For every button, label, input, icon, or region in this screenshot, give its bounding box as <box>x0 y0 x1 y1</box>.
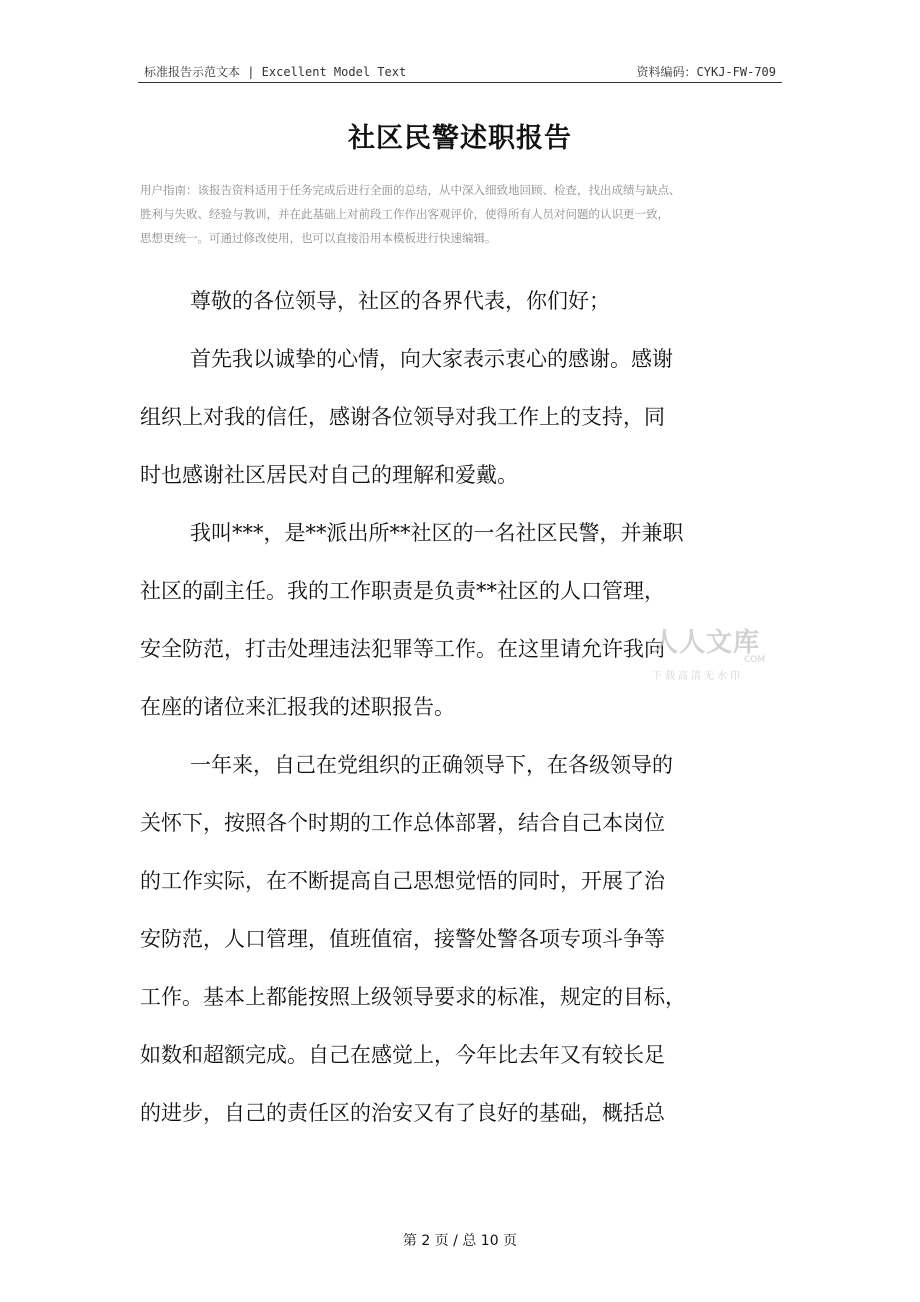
body-line: 组织上对我的信任，感谢各位领导对我工作上的支持，同 <box>140 405 665 429</box>
guide-line: 用户指南：该报告资料适用于任务完成后进行全面的总结，从中深入细致地回顾、检查，找出成绩与缺点、 <box>140 183 681 197</box>
watermark-subtitle: 下载高清无水印 <box>652 671 743 682</box>
body-line: 我叫***，是**派出所**社区的一名社区民警，并兼职 <box>190 521 684 545</box>
watermark-title: 人人文库 <box>652 628 761 658</box>
body-line: 工作。基本上都能按照上级领导要求的标准，规定的目标， <box>140 985 686 1009</box>
document-title: 社区民警述职报告 <box>348 123 572 154</box>
body-line: 尊敬的各位领导，社区的各界代表，你们好； <box>190 289 610 313</box>
body-line: 关怀下，按照各个时期的工作总体部署，结合自己本岗位 <box>140 811 665 835</box>
body-line: 时也感谢社区居民对自己的理解和爱戴。 <box>140 463 518 487</box>
report-body <box>140 272 790 1142</box>
body-line: 安全防范，打击处理违法犯罪等工作。在这里请允许我向 <box>140 637 665 661</box>
page-header <box>138 60 782 83</box>
user-guide <box>140 178 790 250</box>
body-line: 社区的副主任。我的工作职责是负责**社区的人口管理， <box>140 579 665 603</box>
watermark-com: COM <box>744 655 766 665</box>
body-line: 在座的诸位来汇报我的述职报告。 <box>140 695 455 719</box>
body-line: 如数和超额完成。自己在感觉上，今年比去年又有较长足 <box>140 1043 665 1067</box>
body-line: 的进步，自己的责任区的治安又有了良好的基础，概括总 <box>140 1101 665 1125</box>
body-line: 安防范，人口管理，值班值宿，接警处警各项专项斗争等 <box>140 927 665 951</box>
header-left-text: 标准报告示范文本 | Excellent Model Text <box>144 65 407 79</box>
document-code: 资料编码：CYKJ-FW-709 <box>636 65 776 79</box>
watermark-logo <box>638 622 778 686</box>
body-line: 首先我以诚挚的心情，向大家表示衷心的感谢。感谢 <box>190 347 673 371</box>
guide-line: 思想更统一。可通过修改使用，也可以直接沿用本模板进行快速编辑。 <box>140 231 497 245</box>
page-number: 第 2 页 / 总 10 页 <box>402 1233 518 1249</box>
body-line: 一年来，自己在党组织的正确领导下，在各级领导的 <box>190 753 673 777</box>
body-line: 的工作实际，在不断提高自己思想觉悟的同时，开展了治 <box>140 869 665 893</box>
guide-line: 胜利与失败、经验与教训，并在此基础上对前段工作作出客观评价，使得所有人员对问题的认识更一致， <box>140 207 669 221</box>
